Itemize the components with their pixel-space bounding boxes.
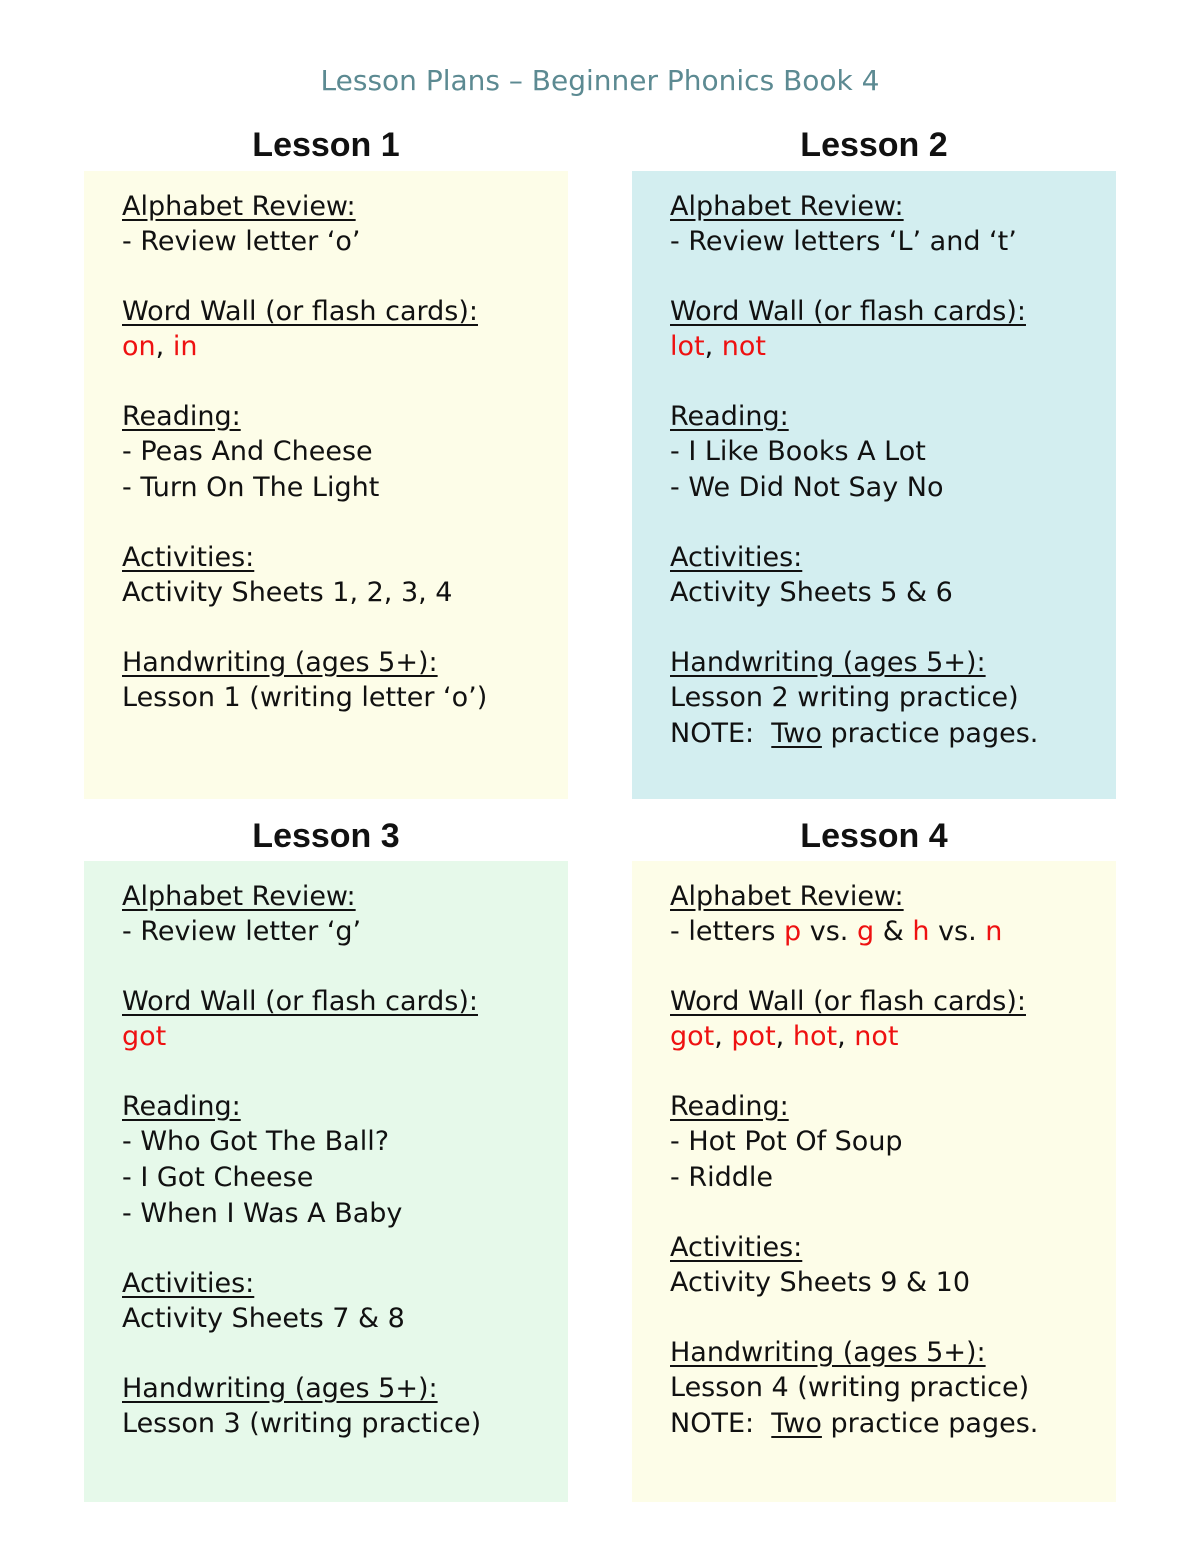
- reading-item: - When I Was A Baby: [122, 1198, 403, 1229]
- word: not: [721, 331, 766, 362]
- alphabet-review-label: Alphabet Review:: [670, 191, 904, 222]
- vs-text: vs.: [938, 916, 977, 947]
- activities-label: Activities:: [122, 1268, 255, 1299]
- word-wall-words: on, in: [122, 331, 198, 362]
- handwriting-label: Handwriting (ages 5+):: [670, 1337, 986, 1368]
- alphabet-review-section: [122, 879, 568, 950]
- note-text: [670, 716, 1116, 752]
- reading-item: - I Like Books A Lot: [670, 436, 926, 467]
- activities-section: [670, 1230, 1116, 1301]
- alphabet-review-section: [670, 189, 1116, 260]
- word-wall-label: Word Wall (or flash cards):: [122, 296, 478, 327]
- activities-section: [122, 540, 568, 611]
- alphabet-review-text: - Review letters ‘L’ and ‘t’: [670, 226, 1017, 257]
- word-wall-words: [122, 1019, 568, 1055]
- reading-item: - We Did Not Say No: [670, 472, 944, 503]
- word: not: [854, 1021, 899, 1052]
- reading-label: Reading:: [670, 1091, 789, 1122]
- reading-section: [122, 1089, 568, 1232]
- reading-item: - Who Got The Ball?: [122, 1126, 390, 1157]
- note-text: [670, 1406, 1116, 1442]
- handwriting-text: Lesson 1 (writing letter ‘o’): [122, 682, 488, 713]
- handwriting-text: Lesson 4 (writing practice): [670, 1372, 1030, 1403]
- note-prefix: NOTE:: [670, 1408, 755, 1439]
- word: hot: [792, 1021, 838, 1052]
- letter: n: [985, 916, 1003, 947]
- lesson-3-card: [84, 861, 568, 1502]
- lesson-4-heading: Lesson 4: [800, 817, 948, 855]
- word: in: [172, 331, 198, 362]
- reading-item: - Turn On The Light: [122, 472, 380, 503]
- word: on: [122, 331, 156, 362]
- handwriting-label: Handwriting (ages 5+):: [122, 1373, 438, 1404]
- word: lot: [670, 331, 705, 362]
- reading-section: [670, 399, 1116, 506]
- lesson-1-heading: Lesson 1: [252, 126, 400, 164]
- word-wall-words: lot, not: [670, 331, 766, 362]
- reading-item: - I Got Cheese: [122, 1162, 314, 1193]
- handwriting-section: [122, 645, 568, 716]
- alphabet-prefix: - letters: [670, 916, 776, 947]
- alphabet-review-text: - Review letter ‘g’: [122, 916, 362, 947]
- word-wall-label: Word Wall (or flash cards):: [670, 986, 1026, 1017]
- reading-label: Reading:: [670, 401, 789, 432]
- activities-text: Activity Sheets 9 & 10: [670, 1267, 971, 1298]
- lesson-2-card: [632, 171, 1116, 799]
- note-rest: practice pages.: [830, 718, 1039, 749]
- word-wall-words: got, pot, hot, not: [670, 1021, 899, 1052]
- activities-text: Activity Sheets 1, 2, 3, 4: [122, 577, 453, 608]
- letter: h: [912, 916, 930, 947]
- activities-section: [670, 540, 1116, 611]
- handwriting-text: Lesson 3 (writing practice): [122, 1408, 482, 1439]
- note-prefix: NOTE:: [670, 718, 755, 749]
- handwriting-label: Handwriting (ages 5+):: [122, 647, 438, 678]
- alphabet-review-label: Alphabet Review:: [122, 191, 356, 222]
- activities-text: Activity Sheets 5 & 6: [670, 577, 953, 608]
- vs-text: vs.: [809, 916, 849, 947]
- reading-item: - Hot Pot Of Soup: [670, 1126, 903, 1157]
- activities-label: Activities:: [670, 1232, 803, 1263]
- word-wall-label: Word Wall (or flash cards):: [670, 296, 1026, 327]
- letter: p: [783, 916, 802, 947]
- alphabet-review-text: - Review letter ‘o’: [122, 226, 361, 257]
- page-title: Lesson Plans – Beginner Phonics Book 4: [320, 64, 880, 97]
- handwriting-section: [670, 1335, 1116, 1442]
- note-emphasis: Two: [771, 1408, 822, 1439]
- reading-item: - Peas And Cheese: [122, 436, 373, 467]
- alphabet-review-section: [122, 189, 568, 260]
- reading-item: - Riddle: [670, 1162, 773, 1193]
- word-wall-label: Word Wall (or flash cards):: [122, 986, 478, 1017]
- alphabet-review-section: [670, 879, 1116, 950]
- word-wall-section: [670, 984, 1116, 1055]
- note-rest: practice pages.: [830, 1408, 1039, 1439]
- word: got: [122, 1021, 167, 1052]
- alphabet-review-label: Alphabet Review:: [670, 881, 904, 912]
- activities-text: Activity Sheets 7 & 8: [122, 1303, 405, 1334]
- letter: g: [856, 916, 875, 947]
- handwriting-label: Handwriting (ages 5+):: [670, 647, 986, 678]
- activities-label: Activities:: [670, 542, 803, 573]
- activities-label: Activities:: [122, 542, 255, 573]
- reading-label: Reading:: [122, 1091, 241, 1122]
- reading-section: [670, 1089, 1116, 1196]
- lesson-3-heading: Lesson 3: [252, 817, 400, 855]
- word: got: [670, 1021, 715, 1052]
- word-wall-section: [122, 294, 568, 365]
- reading-section: [122, 399, 568, 506]
- lesson-1-card: [84, 171, 568, 799]
- reading-label: Reading:: [122, 401, 241, 432]
- alphabet-review-text: [670, 914, 1116, 950]
- lesson-4-card: [632, 861, 1116, 1502]
- handwriting-section: [670, 645, 1116, 752]
- alphabet-review-label: Alphabet Review:: [122, 881, 356, 912]
- word-wall-section: [670, 294, 1116, 365]
- ampersand: &: [882, 916, 904, 947]
- handwriting-section: [122, 1371, 568, 1442]
- word: pot: [731, 1021, 776, 1052]
- handwriting-text: Lesson 2 writing practice): [670, 682, 1019, 713]
- word-wall-section: [122, 984, 568, 1055]
- lesson-2-heading: Lesson 2: [800, 126, 948, 164]
- activities-section: [122, 1266, 568, 1337]
- note-emphasis: Two: [771, 718, 822, 749]
